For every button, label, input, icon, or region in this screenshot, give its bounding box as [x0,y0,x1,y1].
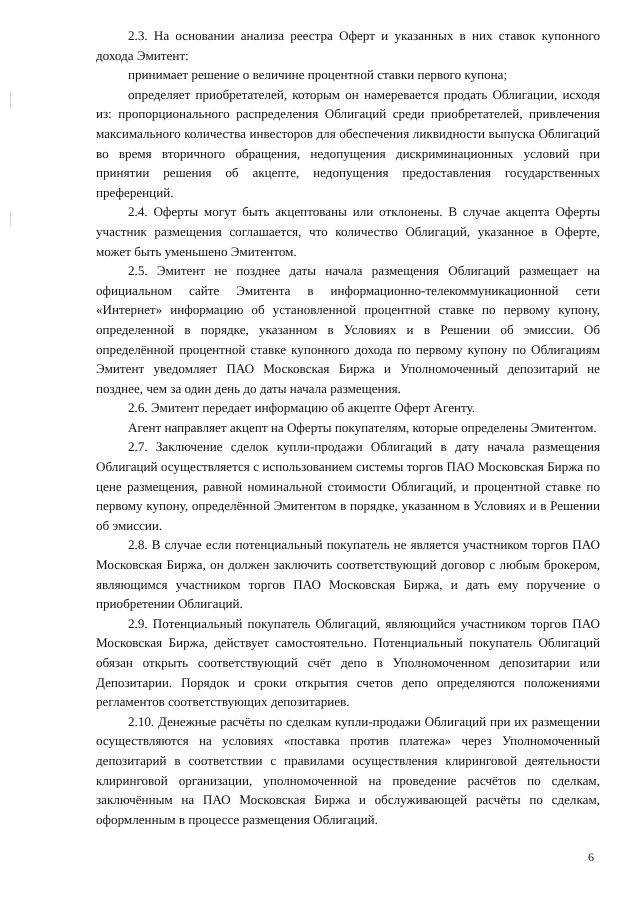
scan-margin-mark [10,90,11,110]
paragraph-2-6: 2.6. Эмитент передает информацию об акцепте Оферт Агенту. [128,400,476,416]
paragraph-2-7: 2.7. Заключение сделок купли-продажи Облигаций в дату начала размещения Облигаций осуществляется с использованием системы торгов ПАО Московская Биржа по цене размещения, равной номинальной стоимости Облигаций, и процентной ставке по первому купону, определённой Эмитентом в порядке, указанном в Условиях и в Решении об эмиссии. [96,439,600,533]
page-number: 6 [588,850,594,864]
paragraph-2-3-item-2: определяет приобретателей, которым он намеревается продать Облигации, исходя из: пропорционального распределения Облигаций среди приобретателей, привлечения максимального количества инвесторов для обеспечения ликвидности выпуска Облигаций во время вторичного обращения, недопущения дискриминационных условий при принятии решения об акцепте, недопущения предоставления государственных преференций. [96,86,600,200]
paragraph-2-10: 2.10. Денежные расчёты по сделкам купли-продажи Облигаций при их размещении осуществляются на условиях «поставка против платежа» через Уполномоченный депозитарий в соответствии с правилами осуществления клиринговой деятельности клиринговой организации, уполномоченной на проведение расчётов по сделкам, заключённым на ПАО Московская Биржа и обслуживающей расчёты по сделкам, оформленным в процессе размещения Облигаций. [96,713,600,827]
paragraph-2-5: 2.5. Эмитент не позднее даты начала размещения Облигаций размещает на официальном сайте Эмитента в информационно-телекоммуникационной сети «Интернет» информацию об установленной процентной ставке по первому купону, определенной в порядке, указанном в Условиях и в Решении об эмиссии. Об определённой процентной ставке купонного дохода по первому купону по Облигациям Эмитент уведомляет ПАО Московская Биржа и Уполномоченный депозитарий не позднее, чем за один день до даты начала размещения. [96,263,600,396]
paragraph-2-6-agent: Агент направляет акцепт на Оферты покупателям, которые определены Эмитентом. [128,419,597,435]
paragraph-2-8: 2.8. В случае если потенциальный покупатель не является участником торгов ПАО Московская Биржа, он должен заключить соответствующий договор с любым брокером, являющимся участником торгов ПАО Московская Биржа, и дать ему поручение о приобретении Облигаций. [96,537,600,612]
paragraph-2-9: 2.9. Потенциальный покупатель Облигаций, являющийся участником торгов ПАО Московская Биржа, действует самостоятельно. Потенциальный покупатель Облигаций обязан открыть соответствующий счёт депо в Уполномоченном депозитарии или Депозитарии. Порядок и сроки открытия счетов депо определяются положениями регламентов соответствующих депозитариев. [96,615,600,710]
paragraph-2-4: 2.4. Оферты могут быть акцептованы или отклонены. В случае акцепта Оферты участник размещения соглашается, что количество Облигаций, указанное в Оферте, может быть уменьшено Эмитентом. [96,204,600,259]
paragraph-2-3: 2.3. На основании анализа реестра Оферт и указанных в них ставок купонного дохода Эмитент: [96,28,600,63]
document-body [96,26,600,829]
scan-margin-mark [10,210,11,226]
paragraph-2-3-item-1: принимает решение о величине процентной ставки первого купона; [128,67,508,83]
